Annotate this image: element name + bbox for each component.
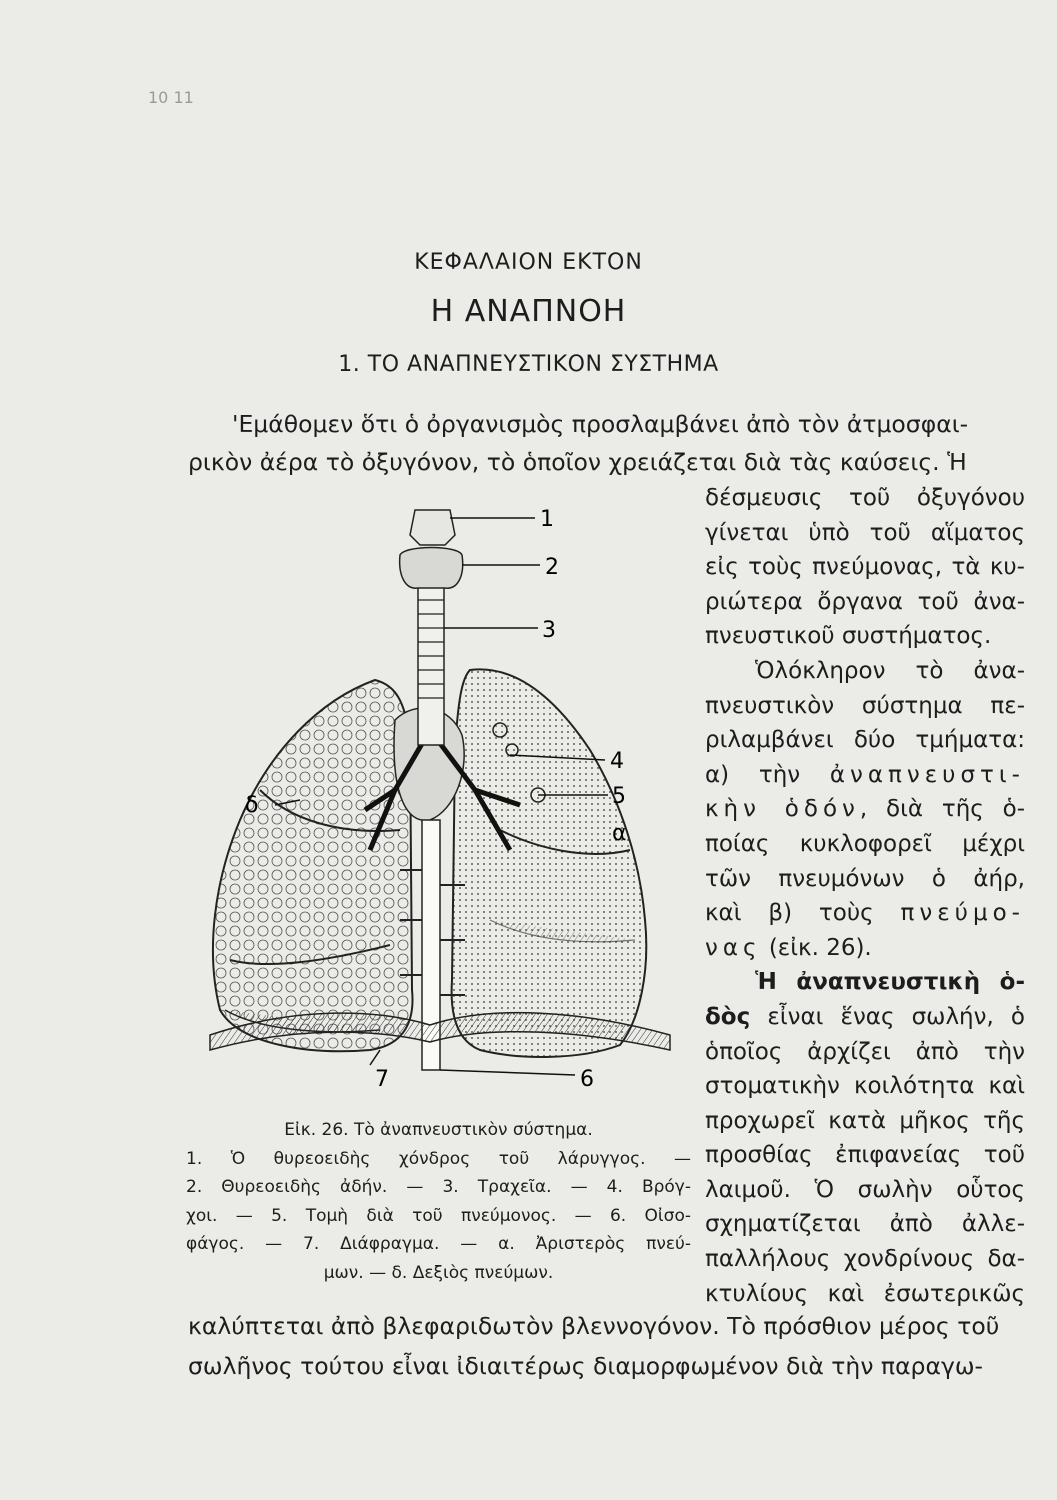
chapter-title: Η ΑΝΑΠΝΟΗ xyxy=(430,294,627,329)
column-line: γίνεται ὑπὸ τοῦ αἵματος xyxy=(705,519,1025,546)
figure-label: 4 xyxy=(610,749,624,774)
column-line: προχωρεῖ κατὰ μῆκος τῆς xyxy=(705,1107,1025,1134)
caption-line: χοι. — 5. Τομὴ διὰ τοῦ πνεύμονος. — 6. Οἰσο- xyxy=(186,1205,691,1226)
column-text: εἶναι ἕνας σωλήν, ὁ xyxy=(750,1003,1025,1030)
closing-line-1: καλύπτεται ἀπὸ βλεφαριδωτὸν βλεννογόνον. Τὸ πρόσθιον μέρος τοῦ xyxy=(188,1312,1000,1340)
section-heading: 1. ΤΟ ΑΝΑΠΝΕΥΣΤΙΚΟΝ ΣΥΣΤΗΜΑ xyxy=(338,352,719,377)
column-line: στοματικὴν κοιλότητα καὶ xyxy=(705,1073,1025,1100)
column-line: σχηματίζεται ἀπὸ ἀλλε- xyxy=(705,1211,1025,1238)
column-line xyxy=(705,758,1025,793)
column-text: (εἰκ. 26). xyxy=(761,934,872,961)
figure-caption xyxy=(186,1116,691,1287)
spaced-term: ἀναπνευστι- xyxy=(829,761,1025,788)
caption-heading: Εἰκ. 26. Τὸ ἀναπνευστικὸν σύστημα. xyxy=(284,1120,593,1140)
column-line: λαιμοῦ. Ὁ σωλὴν οὗτος xyxy=(705,1176,1025,1203)
column-line: ποίας κυκλοφορεῖ μέχρι xyxy=(705,830,1025,857)
figure-label: 1 xyxy=(540,507,554,532)
column-line: Ὁλόκληρον τὸ ἀνα- xyxy=(755,657,1025,684)
column-line xyxy=(705,931,1025,966)
column-line xyxy=(705,1000,1025,1035)
figure-label: 7 xyxy=(375,1067,389,1092)
intro-line-2: ρικὸν ἀέρα τὸ ὀξυγόνον, τὸ ὁποῖον χρειάζεται διὰ τὰς καύσεις. Ἡ xyxy=(188,448,967,476)
column-line: ριώτερα ὄργανα τοῦ ἀνα- xyxy=(705,588,1025,615)
column-line: εἰς τοὺς πνεύμονας, τὰ κυ- xyxy=(705,554,1025,581)
left-lung-shape xyxy=(452,669,647,1057)
spaced-term: νας xyxy=(705,934,762,961)
caption-line: φάγος. — 7. Διάφραγμα. — α. Ἀριστερὸς πνεύ- xyxy=(186,1234,691,1254)
larynx-shape xyxy=(410,510,455,545)
spaced-term: πνεύμο- xyxy=(900,900,1025,927)
caption-line: 2. Θυρεοειδὴς ἀδήν. — 3. Τραχεῖα. — 4. Βρόγ- xyxy=(186,1177,691,1197)
figure-label: 2 xyxy=(545,555,559,580)
figure-label: δ xyxy=(245,793,259,818)
column-line xyxy=(705,792,1025,827)
respiratory-system-figure xyxy=(200,490,690,1110)
column-line: ριλαμβάνει δύο τμήματα: xyxy=(705,727,1025,754)
text-column xyxy=(705,481,1025,1311)
column-line: πνευστικὸν σύστημα πε- xyxy=(705,692,1025,719)
column-line: τῶν πνευμόνων ὁ ἀήρ, xyxy=(705,865,1025,892)
bold-term: δὸς xyxy=(705,1003,751,1030)
column-line: πνευστικοῦ συστήματος. xyxy=(705,623,992,650)
closing-line-2: σωλῆνος τούτου εἶναι ἰδιαιτέρως διαμορφωμένον διὰ τὴν παραγω- xyxy=(188,1352,984,1380)
column-line: κτυλίους καὶ ἐσωτερικῶς xyxy=(705,1280,1025,1307)
spaced-term: κὴν ὁδόν xyxy=(705,796,860,823)
figure-label: α xyxy=(612,821,627,846)
chapter-heading: ΚΕΦΑΛΑΙΟΝ ΕΚΤΟΝ xyxy=(414,250,643,275)
figure-label: 5 xyxy=(612,784,626,809)
column-line: παλλήλους χονδρίνους δα- xyxy=(705,1246,1025,1273)
intro-line-1: 'Εμάθομεν ὅτι ὁ ὀργανισμὸς προσλαμβάνει ἀπὸ τὸν ἀτμοσφαι- xyxy=(232,410,969,438)
column-line: ὁποῖος ἀρχίζει ἀπὸ τὴν xyxy=(705,1038,1025,1065)
column-line: προσθίας ἐπιφανείας τοῦ xyxy=(705,1142,1025,1169)
caption-line: 1. Ὁ θυρεοειδὴς χόνδρος τοῦ λάρυγγος. — xyxy=(186,1148,691,1169)
right-lung-shape xyxy=(213,680,413,1051)
thyroid-shape xyxy=(400,548,463,589)
column-text: καὶ β) τοὺς xyxy=(705,900,901,927)
column-text: α) τὴν xyxy=(705,761,830,788)
figure-label: 3 xyxy=(542,618,556,643)
trachea-shape xyxy=(418,585,444,745)
column-text: , διὰ τῆς ὁ- xyxy=(859,796,1025,823)
column-line: Ἡ ἀναπνευστικὴ ὁ- xyxy=(755,969,1025,996)
caption-line: μων. — δ. Δεξιὸς πνεύμων. xyxy=(323,1262,554,1283)
column-line: δέσμευσις τοῦ ὀξυγόνου xyxy=(705,485,1025,511)
column-line xyxy=(705,896,1025,931)
figure-label: 6 xyxy=(580,1067,594,1092)
page-number: 10 11 xyxy=(148,88,194,107)
